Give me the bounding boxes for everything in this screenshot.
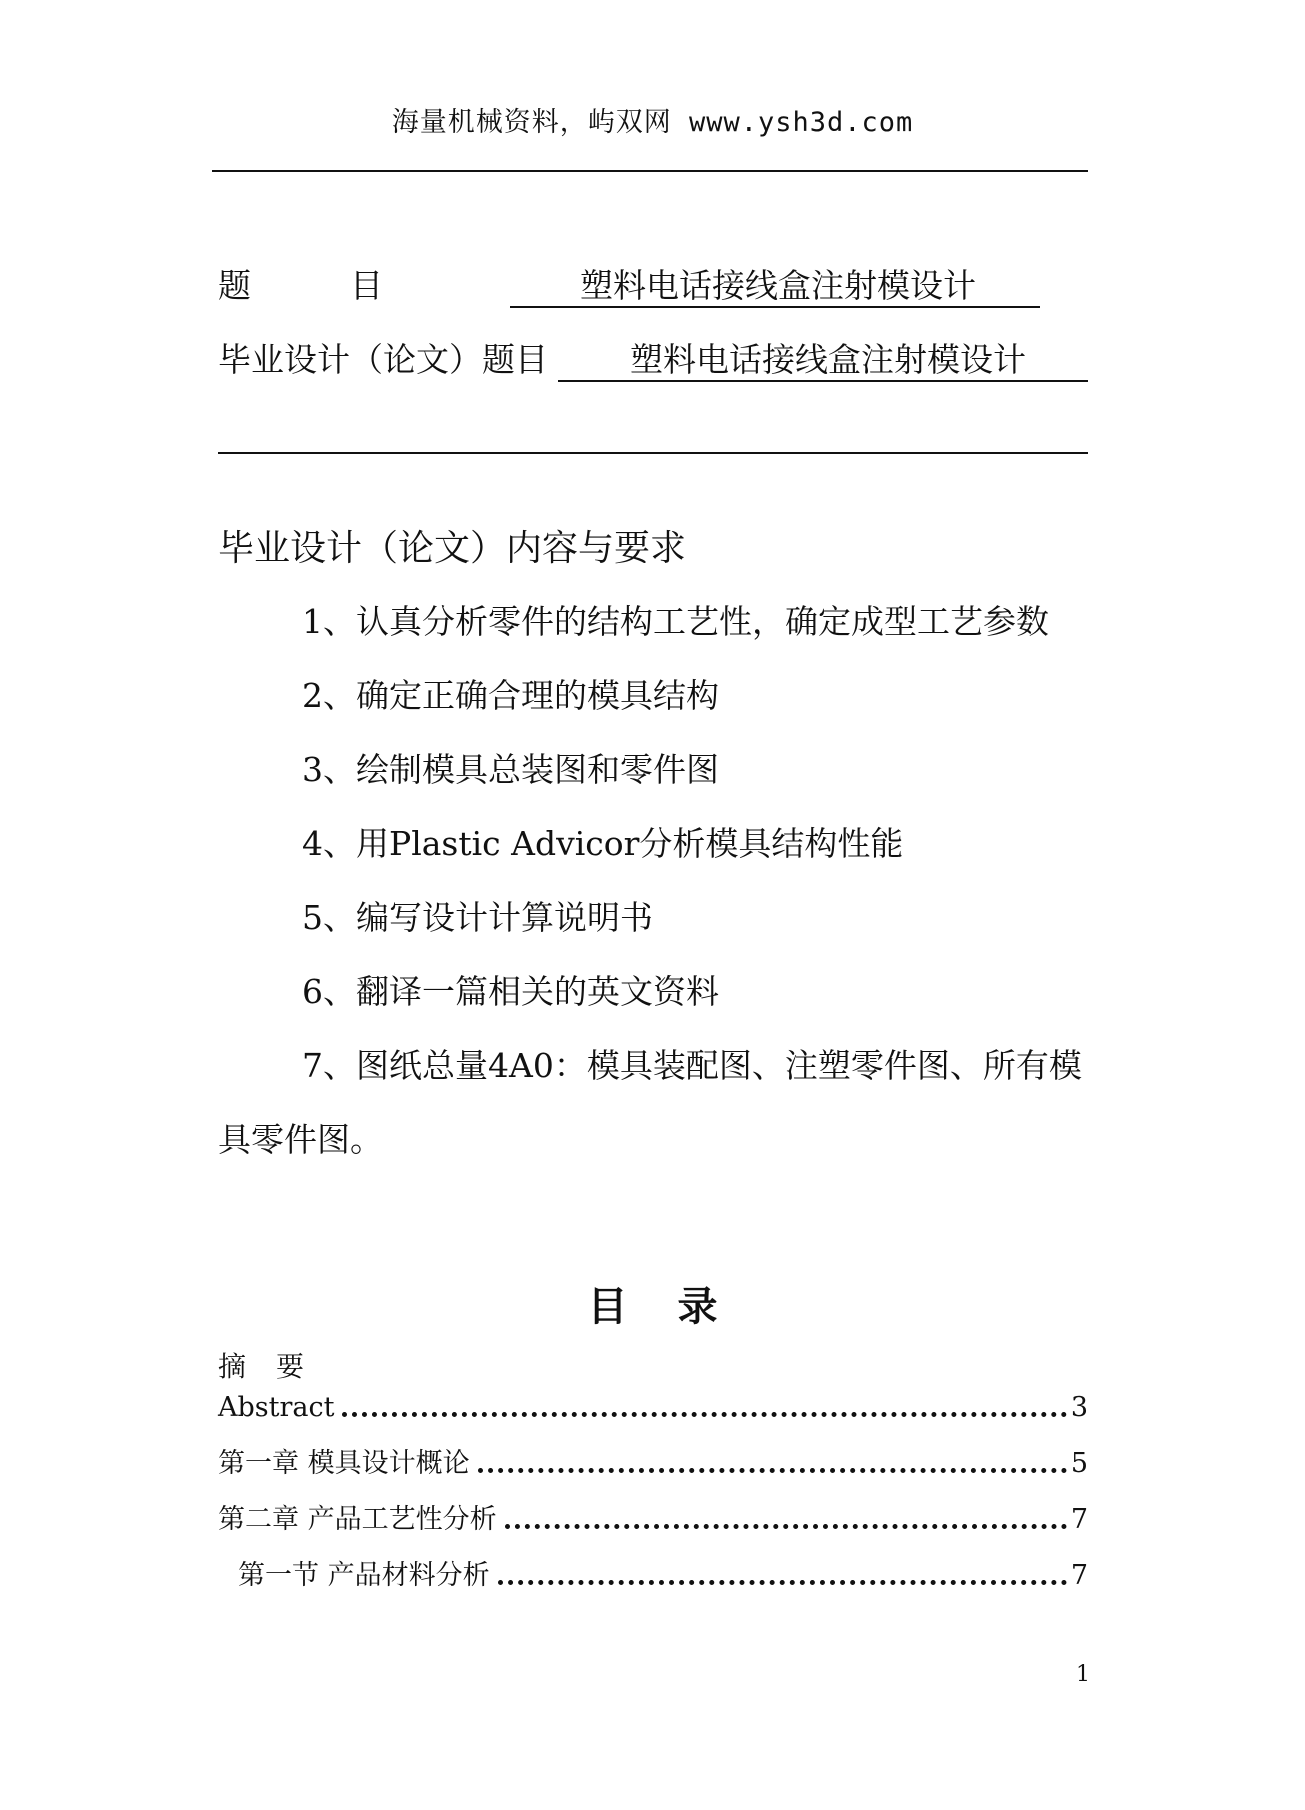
toc-entry-chapter-2-section-1[interactable] (238, 1558, 1088, 1594)
page-number: 1 (1076, 1662, 1090, 1687)
toc-entry-page: 5 (1070, 1448, 1088, 1479)
page-header: 海量机械资料，屿双网 www.ysh3d.com (391, 107, 914, 138)
requirement-item-3: 3、绘制模具总装图和零件图 (302, 750, 719, 789)
toc-dot-leader (505, 1524, 1067, 1529)
blank-underline (218, 452, 1088, 454)
toc-entry-page: 7 (1070, 1504, 1088, 1535)
topic-field (510, 264, 1040, 308)
topic-label: 题 目 (218, 266, 383, 305)
thesis-topic-field (558, 338, 1088, 382)
requirement-item-2: 2、确定正确合理的模具结构 (302, 676, 719, 715)
toc-entry-page: 3 (1070, 1392, 1088, 1423)
toc-entry-label: 第一章 模具设计概论 (218, 1448, 470, 1479)
toc-entry-label: Abstract (218, 1392, 335, 1423)
toc-dot-leader (342, 1412, 1066, 1417)
thesis-topic-value: 塑料电话接线盒注射模设计 (630, 340, 1026, 379)
toc-entry-abstract[interactable] (218, 1390, 1088, 1426)
requirement-item-6: 6、翻译一篇相关的英文资料 (302, 972, 719, 1011)
requirement-item-7-continuation: 具零件图。 (218, 1120, 383, 1159)
toc-dot-leader (498, 1580, 1067, 1585)
toc-entry-label: 第二章 产品工艺性分析 (218, 1504, 497, 1535)
toc-entry-chapter-1[interactable] (218, 1446, 1088, 1482)
requirements-heading: 毕业设计（论文）内容与要求 (218, 528, 687, 569)
requirement-item-5: 5、编写设计计算说明书 (302, 898, 653, 937)
thesis-topic-label: 毕业设计（论文）题目 (218, 340, 548, 379)
requirement-item-4: 4、用Plastic Advicor分析模具结构性能 (302, 824, 904, 863)
toc-entry-chapter-2[interactable] (218, 1502, 1088, 1538)
toc-entry-page: 7 (1070, 1560, 1088, 1591)
requirement-item-1: 1、认真分析零件的结构工艺性，确定成型工艺参数 (302, 602, 1049, 641)
header-divider (212, 170, 1088, 172)
toc-entry-label: 第一节 产品材料分析 (238, 1560, 490, 1591)
toc-title: 目录 (587, 1283, 768, 1330)
topic-value: 塑料电话接线盒注射模设计 (580, 266, 976, 305)
toc-abstract-cn: 摘要 (218, 1350, 335, 1383)
requirement-item-7: 7、图纸总量4A0：模具装配图、注塑零件图、所有模 (302, 1046, 1082, 1085)
toc-dot-leader (478, 1468, 1067, 1473)
